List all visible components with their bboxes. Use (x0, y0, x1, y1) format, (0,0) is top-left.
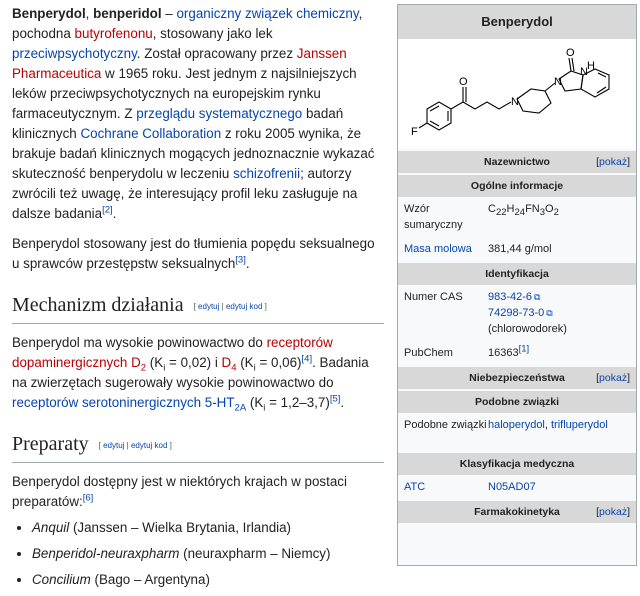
link-schizofrenia[interactable]: schizofrenii (233, 166, 301, 181)
link-janssen[interactable]: Janssen Pharmaceutica (12, 46, 347, 81)
edit-link[interactable]: edytuj (198, 302, 220, 311)
ref-6[interactable]: [6] (82, 492, 94, 504)
atom-n-piperidine: N (511, 96, 519, 108)
link-trifluperydol[interactable]: trifluperydol (551, 419, 608, 431)
pubchem-ref[interactable]: [1] (518, 343, 530, 355)
ref-5[interactable]: [5] (329, 393, 341, 405)
edit-section-links: [ edytuj | edytuj kod ] (193, 302, 267, 311)
external-link-icon: ⧉ (534, 292, 541, 302)
infobox-head-general: Ogólne informacje (398, 173, 636, 197)
list-item: • Concilium (Bago – Argentyna) (32, 570, 384, 590)
link-organiczny-zwiazek[interactable]: organiczny związek chemiczny (176, 6, 359, 21)
structural-formula (399, 39, 635, 149)
atc-link[interactable]: ATC (404, 481, 426, 493)
link-receptory-serotoninergiczne[interactable]: receptorów serotoninergicznych $5-HT_{2A}$ (12, 395, 247, 414)
infobox-head-identification: Identyfikacja (398, 261, 636, 285)
external-link-icon: ⧉ (546, 308, 553, 318)
term-benperydol: Benperydol (12, 6, 86, 21)
atom-h: H (587, 60, 595, 72)
link-przeglad-systematyczny[interactable]: przeglądu systematycznego (136, 106, 303, 121)
infobox-head-pharmacokinetics: Farmakokinetyka [pokaż] (398, 499, 636, 523)
show-safety-link[interactable]: pokaż (599, 372, 628, 384)
edit-link[interactable]: edytuj (103, 441, 125, 450)
list-item: • Anquil (Janssen – Wielka Brytania, Irlandia) (32, 518, 384, 538)
atom-f: F (411, 126, 418, 138)
infobox-head-nomenclature: Nazewnictwo [pokaż] (398, 149, 636, 173)
structure-image[interactable] (399, 39, 635, 149)
cas-link-1[interactable]: 983-42-6 (488, 291, 533, 303)
link-receptory-dopaminergiczne[interactable]: receptorów dopaminergicznych $D_2$ (12, 335, 333, 374)
row-cas: Numer CAS 983-42-6 ⧉ 74298-73-0 ⧉ (chlorowodorek) (404, 291, 567, 335)
atom-nh: N (580, 66, 588, 78)
show-nomenclature-link[interactable]: pokaż (599, 156, 628, 168)
preparations-intro: Benperydol dostępny jest w niektórych krajach w postaci preparatów:[6] (12, 474, 347, 509)
cas-link-2[interactable]: 74298-73-0 (488, 307, 545, 319)
row-molar-mass: Masa molowa 381,44 g/mol (404, 243, 552, 255)
infobox-head-medical: Klasyfikacja medyczna (398, 451, 636, 475)
infobox-title: Benperydol (398, 5, 636, 39)
atom-n-benzimidazole: N (554, 76, 562, 88)
term-benperidol: benperidol (93, 6, 162, 21)
atc-code-link[interactable]: N05AD07 (488, 481, 536, 493)
row-atc (398, 475, 636, 499)
ref-2[interactable]: [2] (102, 204, 113, 216)
show-pharmacokinetics-link[interactable]: pokaż (599, 506, 628, 518)
list-item: • Benperidol-neuraxpharm (neuraxpharm – Niemcy) (32, 544, 384, 564)
intro-paragraph: Benperydol, benperidol – organiczny związek chemiczny, pochodna butyrofenonu, stosowany jako lek przeciwpsychotyczny. Został opracowany przez Janssen Pharmaceutica w 1965 roku. Jest jednym z najsilniejszych leków przeciwpsychotycznych na europejskim rynku farmaceutycznym. Z przeglądu systematycznego badań klinicznych Cochrane Collaboration z roku 2005 wynika, że brakuje badań klinicznych mogących jednoznacznie wykazać skuteczność benperydolu w leczeniu schizofrenii; autorzy zwrócili też uwagę, że interesujący profil leku zasługuje na dalsze badania[2]. (12, 6, 375, 221)
article-content (12, 4, 384, 596)
link-butyrofenon[interactable]: butyrofenonu (74, 26, 153, 41)
link-receptor-d4[interactable]: $D_4$ (221, 355, 237, 374)
edit-section-links: [ edytuj | edytuj kod ] (98, 441, 172, 450)
link-haloperydol[interactable]: haloperydol (488, 419, 545, 431)
row-pubchem: PubChem 16363[1] (404, 343, 530, 359)
paragraph-2: Benperydol stosowany jest do tłumienia popędu seksualnego u sprawców przestępstw seksualnych[3]. (12, 236, 375, 271)
preparations-list (12, 518, 384, 590)
infobox (397, 4, 637, 566)
atom-o-urea: O (566, 47, 575, 59)
link-cochrane[interactable]: Cochrane Collaboration (80, 126, 222, 141)
link-przeciwpsychotyczny[interactable]: przeciwpsychotyczny (12, 46, 137, 61)
ref-4[interactable]: [4] (301, 353, 313, 365)
formula-value: $C_{22}H_{24}FN_3O_2$ (488, 203, 559, 219)
molar-mass-link[interactable]: Masa molowa (404, 243, 472, 255)
ref-3[interactable]: [3] (235, 254, 246, 266)
edit-code-link[interactable]: edytuj kod (130, 441, 168, 450)
infobox-head-safety: Niebezpieczeństwa [pokaż] (398, 365, 636, 389)
mechanism-paragraph: Benperydol ma wysokie powinowactwo do receptorów dopaminergicznych $D_2$ $(K_i = 0,02)$ i $D_4$ $(K_i = 0,06)[4]$. Badania na zwierzętach sugerowały wysokie powinowactwo do receptorów serotoninergicznych $5-HT_{2A}$ $(K_i = 1,2-3,7)[5]$. (12, 335, 369, 414)
section-heading-mechanizm: Mechanizm działania [ edytuj | edytuj kod ] (12, 292, 384, 324)
atom-o-ketone: O (459, 76, 468, 88)
infobox-head-similar: Podobne związki (398, 389, 636, 413)
edit-code-link[interactable]: edytuj kod (225, 302, 263, 311)
row-formula: Wzór sumaryczny $C_{22}H_{24}FN_3O_2$ (398, 197, 636, 237)
row-similar: Podobne związki haloperydol, trifluperydol (404, 419, 608, 431)
section-heading-preparaty: Preparaty [ edytuj | edytuj kod ] (12, 431, 384, 463)
